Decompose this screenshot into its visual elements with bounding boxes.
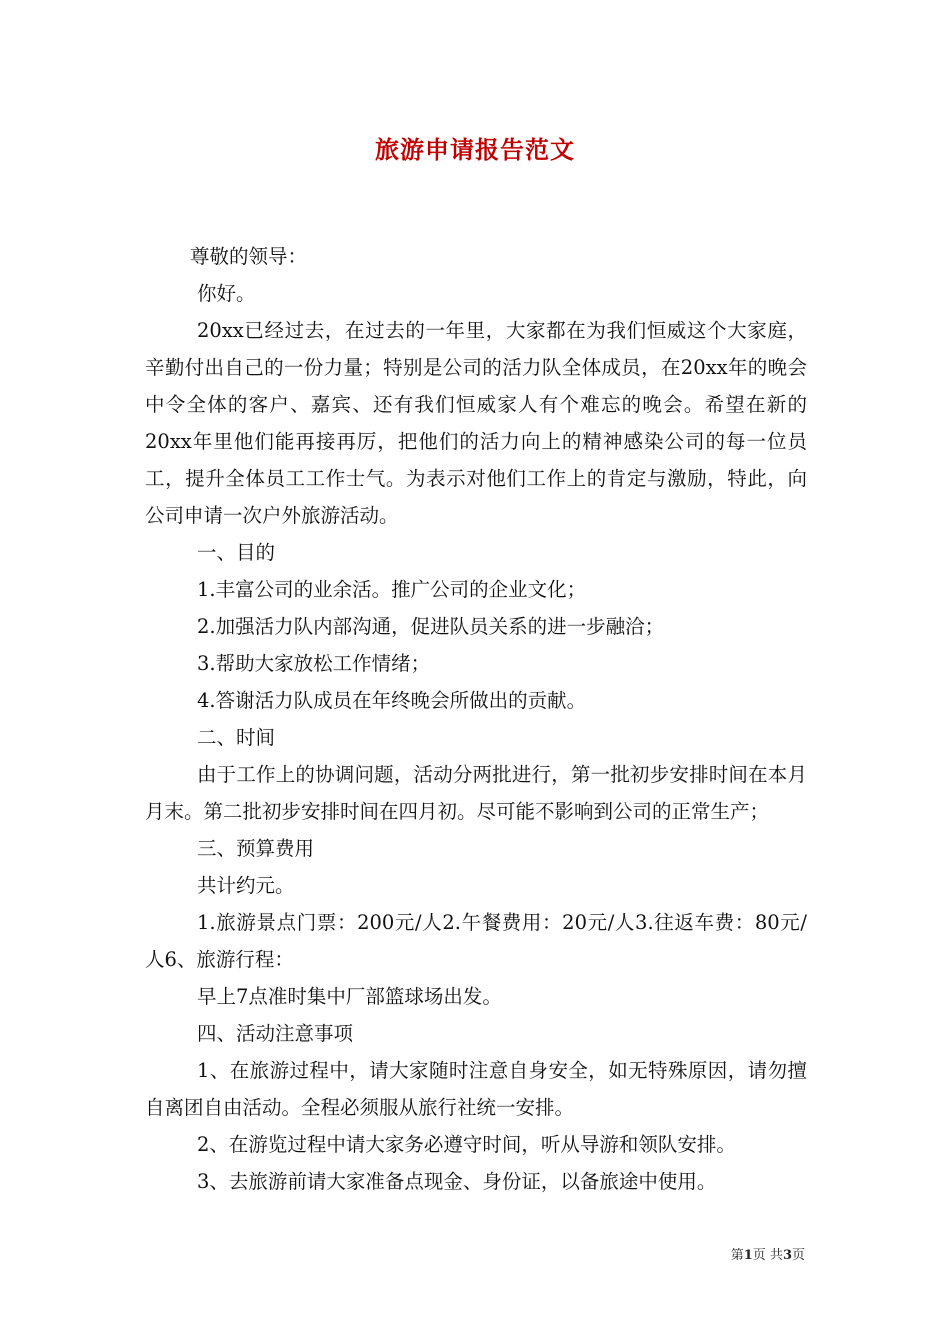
purpose-item: 2.加强活力队内部沟通，促进队员关系的进一步融洽； (197, 615, 665, 638)
footer-prefix: 第 (730, 1248, 744, 1263)
document-body (145, 238, 807, 1200)
notes-item: 2、在游览过程中请大家务必遵守时间，听从导游和领队安排。 (197, 1133, 736, 1156)
section-heading-time: 二、时间 (197, 726, 276, 749)
purpose-item: 1.丰富公司的业余活。推广公司的企业文化； (197, 578, 587, 601)
budget-total: 共计约元。 (197, 874, 295, 897)
budget-schedule: 早上7点准时集中厂部篮球场出发。 (197, 985, 502, 1008)
notes-item: 3、去旅游前请大家准备点现金、身份证，以备旅途中使用。 (197, 1170, 717, 1193)
document-title: 旅游申请报告范文 (375, 135, 575, 164)
budget-costs: 1.旅游景点门票：200元/人2.午餐费用：20元/人3.往返车费：80元/人6、旅游行程： (145, 911, 807, 971)
intro-paragraph: 20xx已经过去，在过去的一年里，大家都在为我们恒威这个大家庭，辛勤付出自己的一份力量；特别是公司的活力队全体成员，在20xx年的晚会中令全体的客户、嘉宾、还有我们恒威家人有个难忘的晚会。希望在新的20xx年里他们能再接再厉，把他们的活力向上的精神感染公司的每一位员工，提升全体员工工作士气。为表示对他们工作上的肯定与激励，特此，向公司申请一次户外旅游活动。 (145, 319, 807, 527)
footer-current-page: 1 (743, 1248, 753, 1263)
section-heading-budget: 三、预算费用 (197, 837, 315, 860)
notes-item: 1、在旅游过程中，请大家随时注意自身安全，如无特殊原因，请勿擅自离团自由活动。全程必须服从旅行社统一安排。 (145, 1059, 807, 1119)
purpose-item: 3.帮助大家放松工作情绪； (197, 652, 431, 675)
time-paragraph: 由于工作上的协调问题，活动分两批进行，第一批初步安排时间在本月月末。第二批初步安排时间在四月初。尽可能不影响到公司的正常生产； (145, 763, 807, 823)
footer-middle: 页 共 (752, 1248, 783, 1263)
footer-total-pages: 3 (782, 1248, 792, 1263)
footer-suffix: 页 (791, 1248, 805, 1263)
page-number-footer (731, 1247, 805, 1265)
salutation: 尊敬的领导： (190, 245, 308, 268)
greeting: 你好。 (197, 282, 256, 305)
purpose-item: 4.答谢活力队成员在年终晚会所做出的贡献。 (197, 689, 587, 712)
section-heading-purpose: 一、目的 (197, 541, 276, 564)
section-heading-notes: 四、活动注意事项 (197, 1022, 354, 1045)
